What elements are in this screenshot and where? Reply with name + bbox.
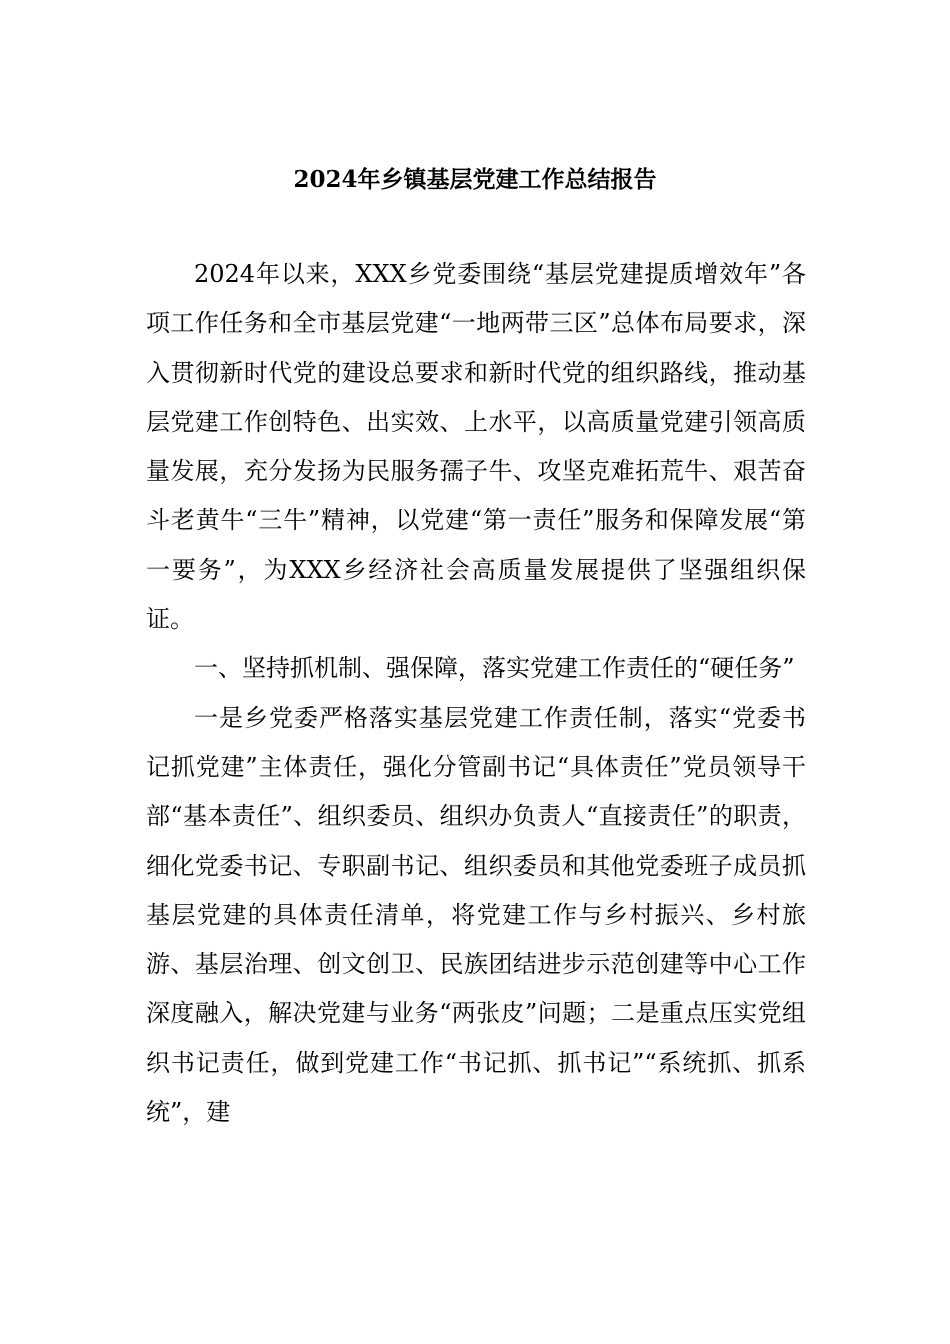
- document-body: [146, 250, 806, 1137]
- paragraph-section-1: 一是乡党委严格落实基层党建工作责任制，落实“党委书记抓党建”主体责任，强化分管副书记“具体责任”党员领导干部“基本责任”、组织委员、组织办负责人“直接责任”的职责，细化党委书记、专职副书记、组织委员和其他党委班子成员抓基层党建的具体责任清单，将党建工作与乡村振兴、乡村旅游、基层治理、创文创卫、民族团结进步示范创建等中心工作深度融入，解决党建与业务“两张皮”问题；二是重点压实党组织书记责任，做到党建工作“书记抓、抓书记”“系统抓、抓系统”，建: [146, 703, 806, 1127]
- section-heading-1: 一、坚持抓机制、强保障，落实党建工作责任的“硬任务”: [194, 654, 795, 683]
- document-title: 2024年乡镇基层党建工作总结报告: [293, 166, 657, 193]
- paragraph-intro: 2024年以来，XXX乡党委围绕“基层党建提质增效年”各项工作任务和全市基层党建“一地两带三区”总体布局要求，深入贯彻新时代党的建设总要求和新时代党的组织路线，推动基层党建工作创特色、出实效、上水平，以高质量党建引领高质量发展，充分发扬为民服务孺子牛、攻坚克难拓荒牛、艰苦奋斗老黄牛“三牛”精神，以党建“第一责任”服务和保障发展“第一要务”，为XXX乡经济社会高质量发展提供了坚强组织保证。: [146, 260, 806, 634]
